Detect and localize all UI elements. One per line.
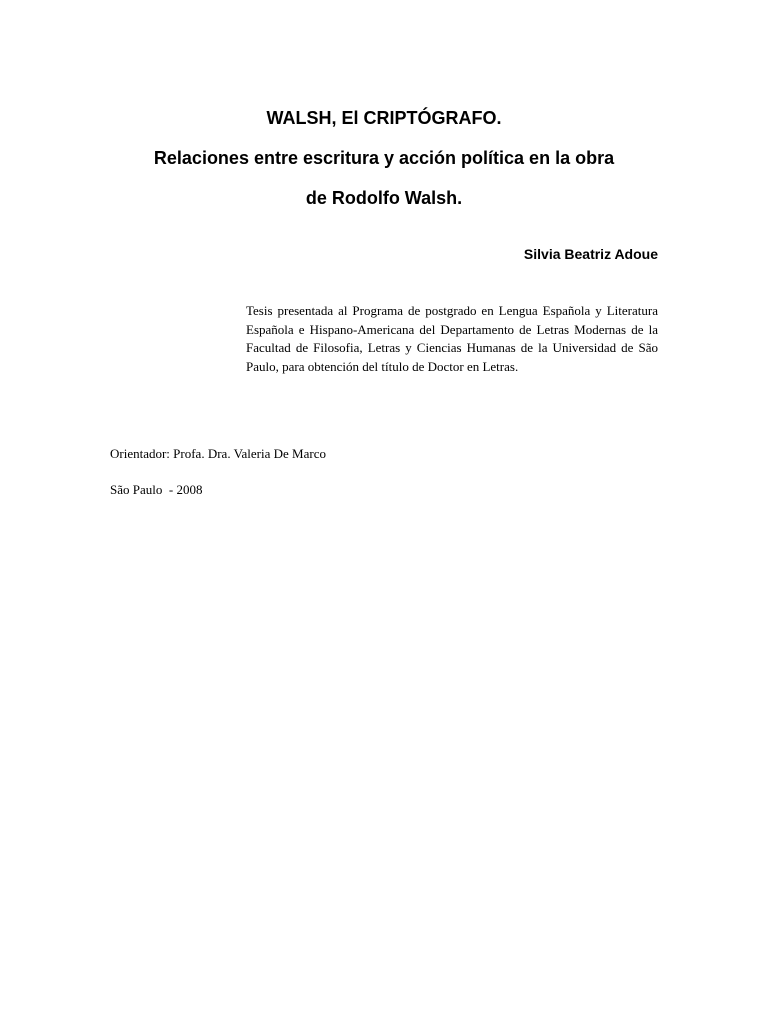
thesis-statement: Tesis presentada al Programa de postgrado en Lengua Española y Literatura Española e Hispano-Americana del Departamento de Letras Modernas de la Facultad de Filosofia, Letras y Ciencias Humanas de la Universidad de São Paulo, para obtención del título de Doctor en Letras.: [246, 303, 658, 374]
title-line-3: de Rodolfo Walsh.: [305, 188, 463, 208]
place-date-line: São Paulo - 2008: [110, 482, 203, 497]
title-line-1: WALSH, El CRIPTÓGRAFO.: [266, 108, 502, 128]
title-block: [0, 104, 768, 224]
author-name: Silvia Beatriz Adoue: [523, 246, 658, 262]
title-line-2: Relaciones entre escritura y acción política en la obra: [153, 148, 615, 168]
advisor-line: Orientador: Profa. Dra. Valeria De Marco: [110, 446, 326, 461]
